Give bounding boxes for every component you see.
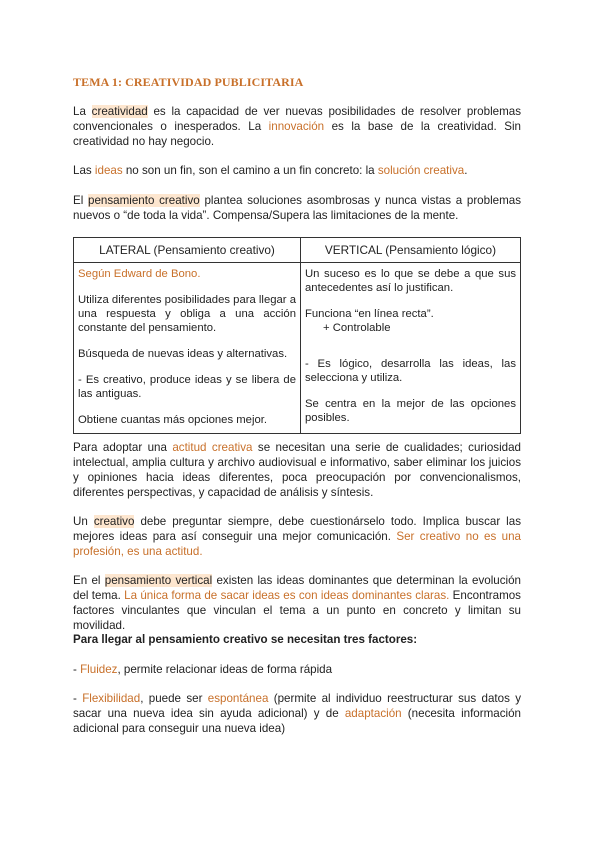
paragraph-pensamiento-creativo [73,193,521,223]
orange-term: adaptación [344,707,402,720]
text: - [73,692,83,705]
orange-term: innovación [268,120,325,133]
factors-heading: Para llegar al pensamiento creativo se necesitan tres factores: [73,633,418,646]
text: es la base de la creatividad. Sin creatividad no hay negocio. [73,120,521,148]
text: La [73,105,92,118]
vertical-item: Un suceso es lo que se debe a que sus antecedentes así lo justifican. [305,268,516,294]
text: (necesita información adicional para conseguir una nueva idea) [73,707,521,735]
text: , permite relacionar ideas de forma rápida [117,663,333,676]
page-title: TEMA 1: CREATIVIDAD PUBLICITARIA [73,75,304,89]
highlight-term: creativo [93,515,135,528]
text: El [73,194,89,207]
orange-term: espontánea [207,692,269,705]
author-note: Según Edward de Bono. [78,268,201,280]
comparison-table [73,237,521,434]
vertical-item: - Es lógico, desarrolla las ideas, las selecciona y utiliza. [305,358,516,384]
text: Las [73,164,95,177]
table-header-lateral: LATERAL (Pensamiento creativo) [74,238,301,263]
paragraph-actitud-creativa [73,440,521,500]
orange-term: ideas [94,164,123,177]
lateral-item: Búsqueda de nuevas ideas y alternativas. [78,348,288,360]
orange-term: Ser creativo no es una profesión, es una actitud. [73,530,521,558]
text: - [73,663,81,676]
text: , puede ser [140,692,208,705]
factor-fluidez [73,662,521,677]
orange-term: La única forma de sacar ideas es con ideas dominantes claras. [124,589,450,602]
text: no son un fin, son el camino a un fin concreto: la [122,164,378,177]
text: existen las ideas dominantes que determinan la evolución del tema. [73,574,521,602]
orange-term: solución creativa [377,164,465,177]
text: . [464,164,468,177]
factor-flexibilidad [73,691,521,736]
vertical-item: Funciona “en línea recta”. [305,308,434,320]
text: (permite al individuo reestructurar sus datos y sacar una nueva idea sin ayuda adicional) y de [73,692,521,720]
orange-term: actitud creativa [172,441,253,454]
table-header-vertical: VERTICAL (Pensamiento lógico) [301,238,521,263]
highlight-term: creatividad [91,105,148,118]
paragraph-creatividad [73,104,521,149]
paragraph-ideas [73,163,521,178]
text: debe preguntar siempre, debe cuestionárselo todo. Implica buscar las mejores ideas para así conseguir una mejor comunicación. [73,515,522,543]
table-cell-vertical [301,263,521,434]
orange-term: Flexibilidad [82,692,141,705]
highlight-term: pensamiento creativo [88,194,200,207]
highlight-term: pensamiento vertical [104,574,213,587]
text: se necesitan una serie de cualidades; curiosidad intelectual, amplia cultura y archivo audiovisual e informativo, saber eliminar los juicios y opiniones hacia ideas diferentes, poca preocupación por convencionalismos, diferentes perspectivas, y capacidad de análisis y síntesis. [73,441,521,499]
lateral-item: - Es creativo, produce ideas y se libera de las antiguas. [78,374,296,400]
text: Un [73,515,94,528]
vertical-bullet: + Controlable [323,322,391,334]
lateral-item: Obtiene cuantas más opciones mejor. [78,414,268,426]
table-cell-lateral [74,263,301,434]
text: Para adoptar una [73,441,173,454]
text: En el [73,574,105,587]
lateral-item: Utiliza diferentes posibilidades para llegar a una respuesta y obliga a una acción constante del pensamiento. [78,294,296,334]
text: es la capacidad de ver nuevas posibilidades de resolver problemas convencionales o inesperados. La [73,105,521,133]
text: Encontramos factores vinculantes que vinculan el tema a un punto en concreto y limitan su movilidad. [73,589,521,632]
paragraph-creativo [73,514,521,559]
orange-term: Fluidez [80,663,118,676]
text: plantea soluciones asombrosas y nunca vistas a problemas nuevos o “de toda la vida”. Compensa/Supera las limitaciones de la mente. [73,194,522,222]
vertical-item: Se centra en la mejor de las opciones posibles. [305,398,516,424]
paragraph-pensamiento-vertical [73,573,521,633]
